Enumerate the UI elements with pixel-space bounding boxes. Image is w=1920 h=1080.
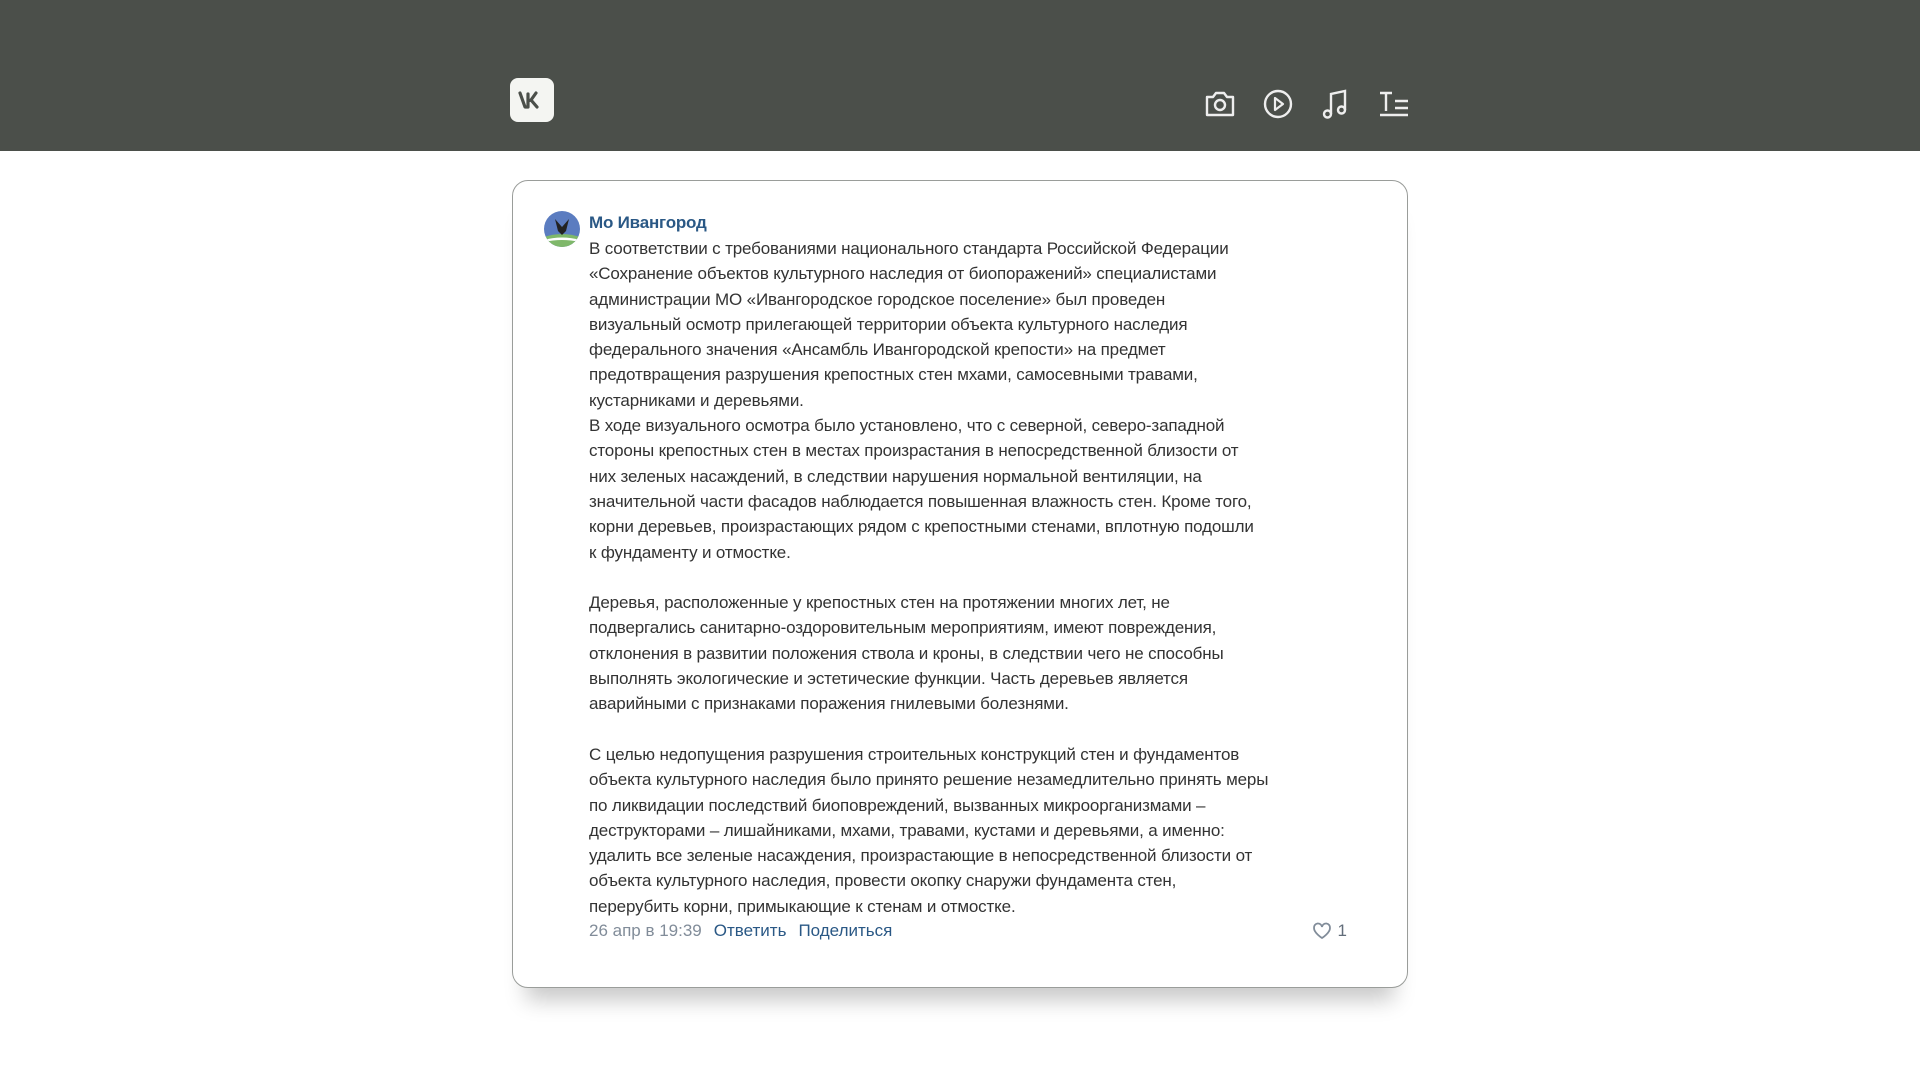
share-button[interactable]: Поделиться (798, 921, 893, 940)
text-line: кустарниками и деревьями. (589, 390, 804, 410)
text-line: по ликвидации последствий биоповреждений, вызванных микроорганизмами – (589, 795, 1206, 815)
text-line: федерального значения «Ансамбль Ивангородской крепости» на предмет (589, 340, 1166, 360)
text-line: перерубить корни, примыкающие к стенам и отмостке. (589, 896, 1016, 916)
text-line: них зеленых насаждений, в следствии нарушения нормальной вентиляции, на (589, 466, 1202, 486)
reply-button[interactable]: Ответить (713, 921, 787, 940)
text-line: стороны крепостных стен в местах произрастания в непосредственной близости от (589, 441, 1239, 461)
avatar[interactable] (544, 211, 580, 247)
text-line: деструкторами – лишайниками, мхами, травами, кустами и деревьями, а именно: (589, 820, 1225, 840)
text-icon[interactable] (1376, 86, 1412, 122)
music-icon[interactable] (1318, 86, 1354, 122)
paragraph-gap (589, 565, 1389, 590)
text-line: визуальный осмотр прилегающей территории объекта культурного наследия (589, 314, 1188, 334)
text-line: объекта культурного наследия, провести окопку снаружи фундамента стен, (589, 871, 1177, 891)
comment-footer (589, 921, 1349, 941)
text-line: объекта культурного наследия было принято решение незамедлительно принять меры (589, 770, 1269, 790)
like-count: 1 (1337, 921, 1347, 940)
author-name[interactable]: Мо Ивангород (589, 213, 707, 232)
text-line: предотвращения разрушения крепостных стен мхами, самосевными травами, (589, 365, 1198, 385)
text-line: отклонения в развитии положения ствола и кроны, в следствии чего не способны (589, 643, 1224, 663)
comment-date[interactable]: 26 апр в 19:39 (589, 921, 702, 940)
text-line: администрации МО «Ивангородское городское поселение» был проведен (589, 289, 1166, 309)
top-bar (0, 0, 1920, 151)
text-line: значительной части фасадов наблюдается повышенная влажность стен. Кроме того, (589, 491, 1252, 511)
text-line: «Сохранение объектов культурного наследия от биопоражений» специалистами (589, 264, 1217, 284)
text-line: корни деревьев, произрастающих рядом с крепостными стенами, вплотную подошли (589, 517, 1254, 537)
play-icon[interactable] (1260, 86, 1296, 122)
paragraph-gap (589, 717, 1389, 742)
text-line: выполнять экологические и эстетические функции. Часть деревьев является (589, 669, 1188, 689)
camera-icon[interactable] (1202, 86, 1238, 122)
like-button[interactable] (1312, 921, 1347, 941)
comment-card (512, 180, 1408, 988)
heart-icon (1312, 922, 1332, 940)
text-line: к фундаменту и отмостке. (589, 542, 791, 562)
text-line: подвергались санитарно-оздоровительным мероприятиям, имеют повреждения, (589, 618, 1217, 638)
vk-logo[interactable] (510, 78, 554, 122)
text-line: аварийными с признаками поражения гнилевыми болезнями. (589, 694, 1069, 714)
text-line: Деревья, расположенные у крепостных стен на протяжении многих лет, не (589, 593, 1170, 613)
text-line: С целью недопущения разрушения строительных конструкций стен и фундаментов (589, 744, 1240, 764)
text-line: удалить все зеленые насаждения, произрастающие в непосредственной близости от (589, 846, 1253, 866)
comment-text (589, 236, 1389, 919)
text-line: В ходе визуального осмотра было установлено, что с северной, северо-западной (589, 416, 1225, 436)
text-line: В соответствии с требованиями национального стандарта Российской Федерации (589, 239, 1229, 258)
